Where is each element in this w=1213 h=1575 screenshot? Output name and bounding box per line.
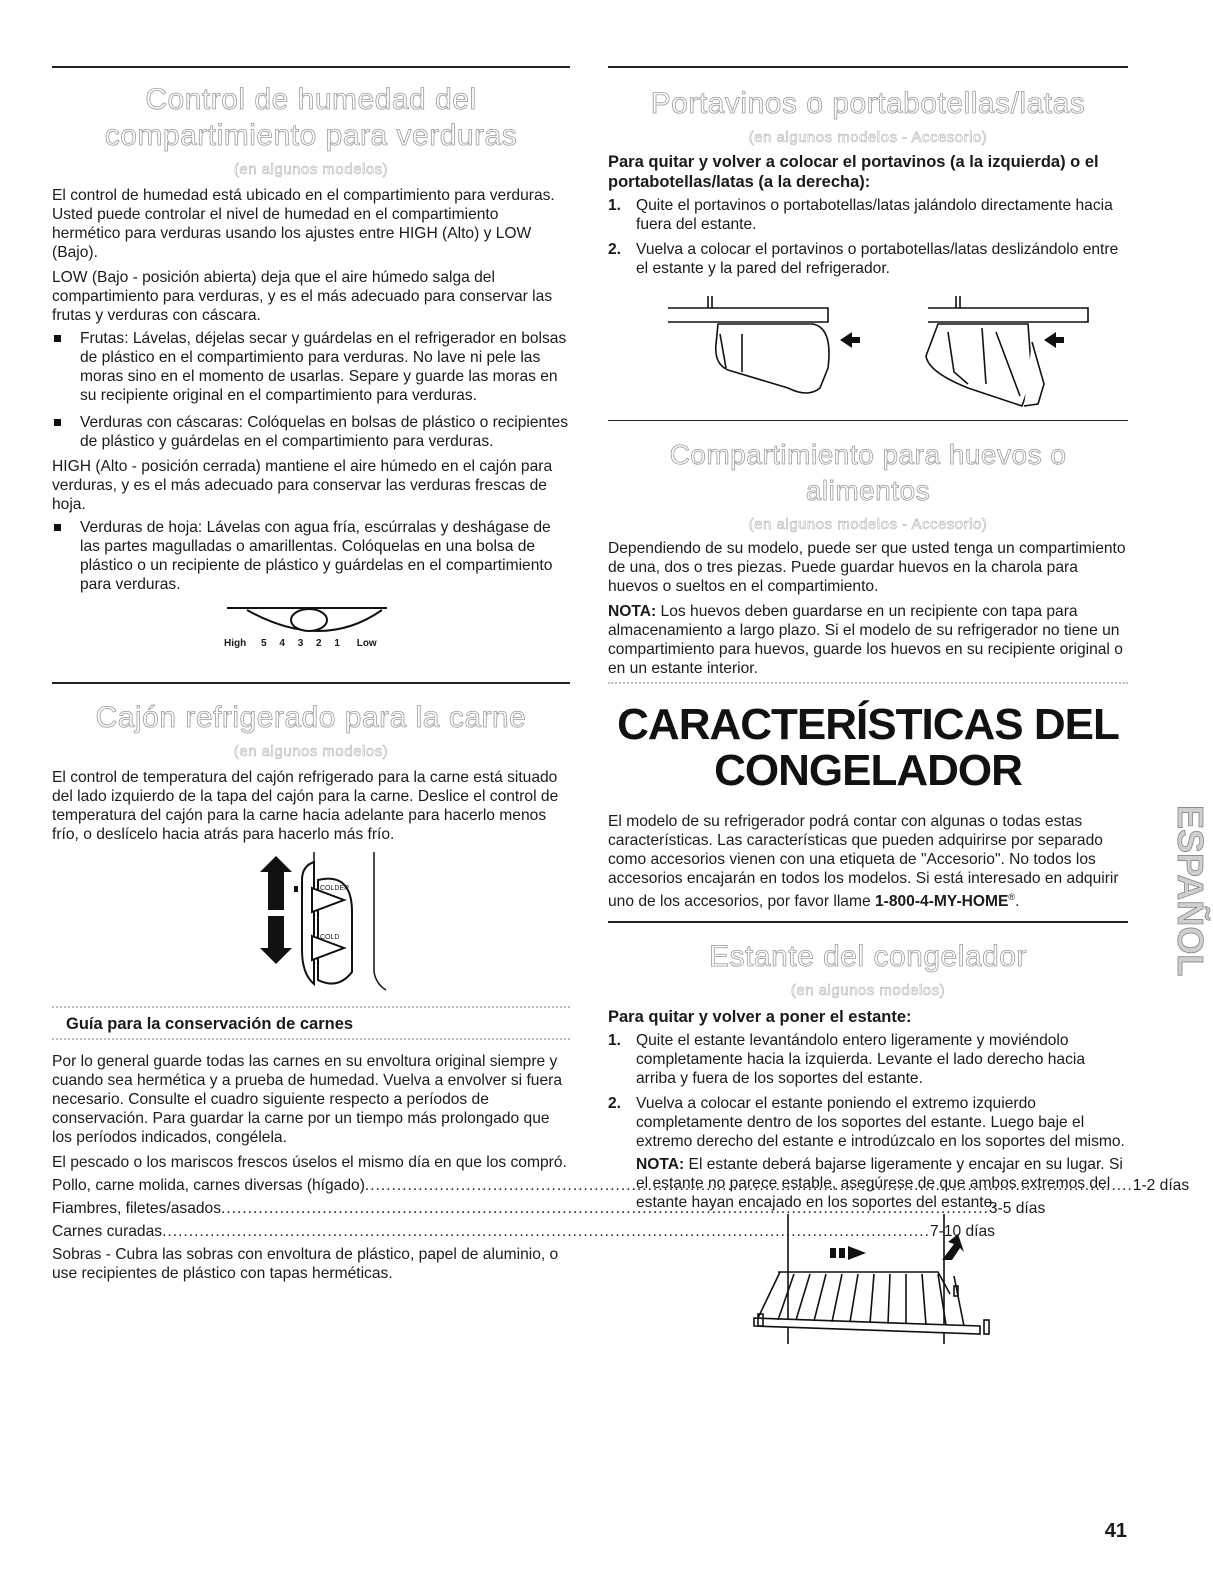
cold-label: COLD: [320, 934, 340, 941]
egg-bin-subtitle: (en algunos modelos - Accesorio): [748, 516, 988, 533]
freezer-features-title-line1: CARACTERÍSTICAS DEL: [617, 700, 1119, 749]
meat-drawer-title: Cajón refrigerado para la carne: [95, 701, 527, 734]
scale-high-label: High: [224, 638, 247, 649]
list-item: Frutas: Lávelas, déjelas secar y guárdelas en el refrigerador en bolsas de plástico en el compartimiento para verduras. No lave ni pele las moras sino en el momento de usarlas. Separe y guarde las moras en su recipiente original en el compartimiento para verduras.: [52, 329, 570, 405]
wine-rack-steps: [608, 196, 1128, 278]
wine-rack-subtitle: (en algunos modelos - Accesorio): [748, 129, 988, 146]
freezer-shelf-diagram: [608, 1214, 1128, 1354]
scale-low-label: Low: [356, 638, 377, 649]
storage-item-label: Carnes curadas: [52, 1223, 163, 1240]
scale-5: 5: [261, 638, 267, 649]
meat-guide-paragraph-3: Sobras - Cubra las sobras con envoltura de plástico, papel de aluminio, o use recipientes de plástico con tapas herméticas.: [52, 1246, 559, 1282]
humidity-paragraph-3: HIGH (Alto - posición cerrada) mantiene el aire húmedo en el cajón para verduras, y es el más adecuado para conservar las verduras frescas de hoja.: [52, 458, 553, 513]
step-text: Quite el portavinos o portabotellas/latas jalándolo directamente hacia fuera del estante.: [636, 197, 1113, 233]
freezer-shelf-illustration: [608, 1214, 1128, 1354]
freezer-shelf-note: [636, 1155, 1128, 1212]
step-text: Quite el estante levantándolo entero ligeramente y moviéndolo completamente hacia la izquierda. Levante el lado derecho hacia arriba y fuera de los soportes del estante.: [636, 1032, 1086, 1088]
humidity-title-line1: Control de humedad del: [145, 83, 477, 116]
phone-number: 1-800-4-MY-HOME: [874, 893, 1009, 911]
scale-2: 2: [316, 638, 322, 649]
step-number: 2.: [608, 1095, 622, 1113]
freezer-shelf-title: Estante del congelador: [709, 940, 1027, 974]
scale-3: 3: [297, 638, 304, 649]
dotted-divider: [52, 1006, 570, 1008]
page-number: 41: [1104, 1520, 1127, 1542]
side-tab-label: ESPAÑOL: [1170, 805, 1211, 977]
list-item: [608, 1094, 1128, 1212]
wine-rack-illustration: [608, 288, 1128, 418]
step-number: 2.: [608, 241, 622, 258]
list-item: [608, 196, 1128, 234]
registered-mark: ®: [1008, 892, 1016, 902]
right-column: [608, 66, 1128, 1354]
wine-rack-title: Portavinos o portabotellas/latas: [650, 87, 1086, 120]
storage-item-value: 7-10 días: [929, 1223, 995, 1240]
list-item: Verduras de hoja: Lávelas con agua fría, escúrralas y deshágase de las partes magulladas o amarillentas. Colóquelas en una bolsa de plástico o un recipiente de plástico y guárdelas en el compartimiento para verduras.: [52, 518, 570, 594]
meat-guide-title: Guía para la conservación de carnes: [66, 1015, 354, 1033]
note-text: El estante deberá bajarse ligeramente y encajar en su lugar. Si el estante no parece estable, asegúrese de que ambos extremos del estante hayan encajado en los soportes del estante.: [636, 1156, 1123, 1212]
storage-item-label: Fiambres, filetes/asados: [52, 1200, 222, 1217]
meat-drawer-diagram: [52, 852, 570, 1002]
storage-item-label: Pollo, carne molida, carnes diversas (hígado): [52, 1177, 365, 1194]
side-tab-graphic: [1150, 805, 1211, 1085]
humidity-bullet-list-2: [52, 518, 570, 594]
step-number: 1.: [608, 1032, 622, 1050]
humidity-scale: [224, 638, 377, 649]
sentence-end: .: [1015, 893, 1020, 911]
freezer-features-title-line2: CONGELADOR: [714, 746, 1022, 795]
meat-guide-paragraph-2: El pescado o los mariscos frescos úselos el mismo día en que los compró.: [52, 1154, 567, 1171]
note-label: NOTA:: [608, 603, 657, 620]
step-number: 1.: [608, 197, 622, 214]
egg-bin-paragraph: Dependiendo de su modelo, puede ser que usted tenga un compartimiento de una, dos o tres piezas. Puede guardar huevos en la charola para huevos o sueltos en el compartimiento.: [608, 540, 1126, 595]
scale-4: 4: [279, 638, 285, 649]
freezer-shelf-steps: [608, 1031, 1128, 1212]
language-side-tab: [1150, 805, 1211, 1085]
scale-1: 1: [334, 638, 340, 649]
humidity-title-line2: compartimiento para verduras: [104, 119, 518, 152]
egg-bin-note: [608, 602, 1128, 678]
meat-drawer-paragraph: El control de temperatura del cajón refrigerado para la carne está situado del lado izquierdo de la tapa del cajón para la carne. Deslice el control de temperatura del cajón para la carne hacia adelante para hacerlo menos frío, o deslícelo hacia atrás para hacerlo más frío.: [52, 769, 559, 843]
storage-item-value: 1-2 días: [1132, 1177, 1190, 1194]
step-text: Vuelva a colocar el portavinos o portabotellas/latas deslizándolo entre el estante y la pared del refrigerador.: [636, 241, 1119, 277]
table-row: [52, 1220, 995, 1243]
humidity-paragraph-2: LOW (Bajo - posición abierta) deja que el aire húmedo salga del compartimiento para verduras, y es el más adecuado para conservar las frutas y verduras con cáscara.: [52, 269, 553, 324]
list-item: Verduras con cáscaras: Colóquelas en bolsas de plástico o recipientes de plástico y guárdelas en el compartimiento para verduras.: [52, 413, 570, 451]
wine-rack-instructions-heading: Para quitar y volver a colocar el portavinos (a la izquierda) o el portabotellas/latas (a la derecha):: [608, 153, 1099, 191]
storage-item-value: 3-5 días: [988, 1200, 1046, 1217]
wine-rack-diagram: [608, 288, 1128, 418]
meat-temperature-control-illustration: [52, 852, 570, 1002]
list-item: [608, 240, 1128, 278]
meat-drawer-subtitle: (en algunos modelos): [233, 743, 389, 760]
list-item: [608, 1031, 1128, 1088]
meat-guide-paragraph-1: Por lo general guarde todas las carnes en su envoltura original siempre y cuando sea hermética y a prueba de humedad. Vuelva a envolver si fuera necesario. Consulte el cuadro siguiente respecto a períodos de conservación. Para guardar la carne por un tiempo más prolongado que los períodos indicados, congélela.: [52, 1053, 563, 1146]
humidity-subtitle: (en algunos modelos): [233, 161, 389, 178]
freezer-features-paragraph: [608, 812, 1128, 911]
note-text: Los huevos deben guardarse en un recipiente con tapa para almacenamiento a largo plazo. Si el modelo de su refrigerador no tiene un compartimiento para huevos, guarde los huevos en su recipiente original o en un estante interior.: [608, 603, 1123, 677]
freezer-shelf-subtitle: (en algunos modelos): [790, 982, 946, 1000]
table-row: [52, 1197, 1046, 1220]
table-row: [52, 1174, 1190, 1197]
humidity-bullet-list-1: [52, 329, 570, 451]
note-label: NOTA:: [636, 1156, 685, 1174]
egg-bin-title: Compartimiento para huevos o alimentos: [669, 439, 1067, 506]
freezer-shelf-instructions-heading: Para quitar y volver a poner el estante:: [608, 1008, 912, 1027]
humidity-control-diagram: [52, 602, 570, 674]
humidity-paragraph-1: El control de humedad está ubicado en el compartimiento para verduras. Usted puede controlar el nivel de humedad en el compartimiento hermético para verduras usando los ajustes entre HIGH (Alto) y LOW (Bajo).: [52, 187, 555, 261]
colder-label: COLDER: [320, 885, 350, 892]
freezer-intro-text: El modelo de su refrigerador podrá contar con algunas o todas estas características. Las características que pueden adquirirse por separado como accesorios vienen con una etiqueta de "Accesorio". No todos los accesorios encajarán en todos los modelos. Si está interesado en adquirir uno de los accesorios, por favor llame: [608, 813, 1119, 911]
step-text: Vuelva a colocar el estante poniendo el extremo izquierdo completamente dentro de los soportes del estante. Luego baje el extremo derecho del estante e introdúzcalo en los soportes del mismo.: [636, 1095, 1125, 1151]
